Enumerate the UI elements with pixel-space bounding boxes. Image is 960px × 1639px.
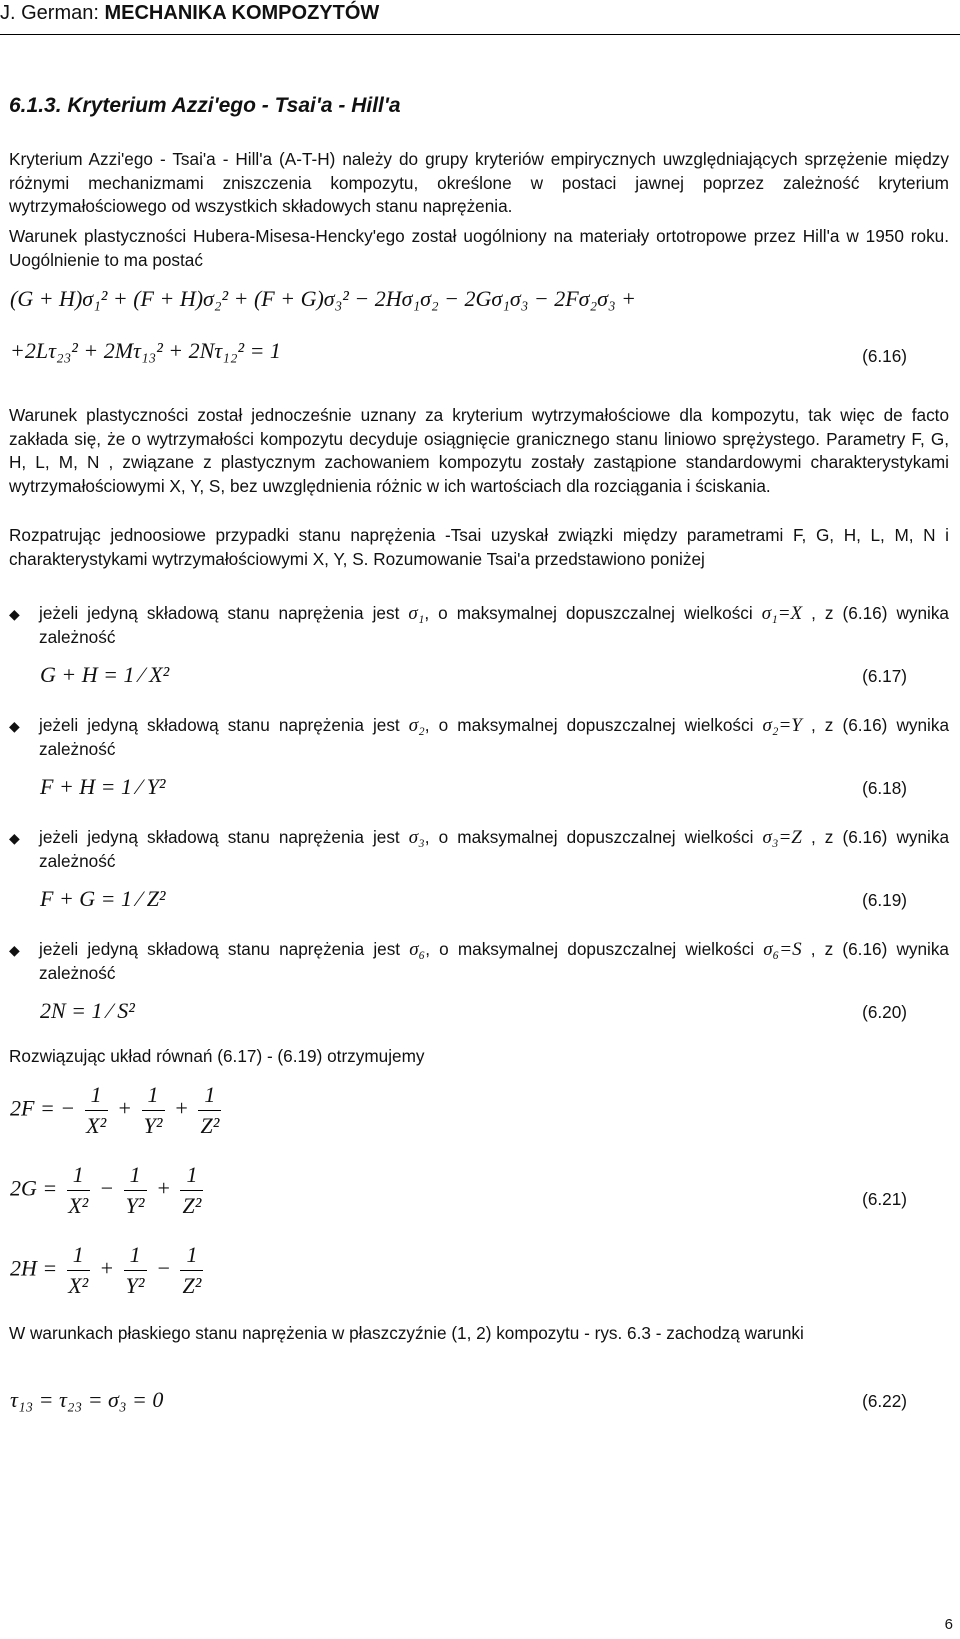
equation-619-number: (6.19) bbox=[862, 890, 907, 910]
equation-617-number: (6.17) bbox=[862, 666, 907, 686]
paragraph-solve: Rozwiązując układ równań (6.17) - (6.19) otrzymujemy bbox=[9, 1046, 425, 1066]
equation-621-row-g: 2G = $\frac{1}{\text{X²}}$ − $\frac{1}{\text{Y²}}$ + $\frac{1}{\text{Z²}}$ bbox=[10, 1160, 207, 1221]
diamond-bullet-icon: ◆ bbox=[9, 606, 20, 622]
equation-621-row-f: 2F = − $\frac{1}{\text{X²}}$ + $\frac{1}{\text{Y²}}$ + $\frac{1}{\text{Z²}}$ bbox=[10, 1080, 225, 1141]
equation-616-number: (6.16) bbox=[862, 346, 907, 366]
paragraph-criterion: Warunek plastyczności został jednocześnie uznany za kryterium wytrzymałościowe dla kompozytu, tak więc de facto zakłada się, że o wytrzymałości kompozytu decyduje osiągnięcie granicznego stanu liniowo sprężystego. Parametry F, G, H, L, M, N , związane z plastycznym zachowaniem kompozytu zostały zastąpione standardowymi charakterystykami wytrzymałościowymi X, Y, S, bez uwzględnienia różnic w ich wartościach dla rozciągania i ściskania. bbox=[9, 405, 949, 496]
bullet-text-1: jeżeli jedyną składową stanu naprężenia jest σ₁, o maksymalnej dopuszczalnej wielkości σ₁=X , z (6.16) wynika zależność bbox=[39, 603, 949, 647]
bullet-text-2: jeżeli jedyną składową stanu naprężenia jest σ₂, o maksymalnej dopuszczalnej wielkości σ₂=Y , z (6.16) wynika zależność bbox=[39, 715, 949, 759]
equation-621-number: (6.21) bbox=[862, 1189, 907, 1209]
diamond-bullet-icon: ◆ bbox=[9, 718, 20, 734]
equation-622: τ₁₃ = τ₂₃ = σ₃ = 0 bbox=[10, 1387, 164, 1412]
paragraph-plane-stress: W warunkach płaskiego stanu naprężenia w płaszczyźnie (1, 2) kompozytu - rys. 6.3 - zachodzą warunki bbox=[9, 1323, 804, 1343]
equation-619: F + G = 1 ⁄ Z² bbox=[40, 886, 166, 911]
paragraph-hill: Warunek plastyczności Hubera-Misesa-Hencky'ego został uogólniony na materiały ortotropowe przez Hill'a w 1950 roku. Uogólnienie to ma postać bbox=[9, 226, 949, 270]
equation-618: F + H = 1 ⁄ Y² bbox=[40, 774, 166, 799]
paragraph-tsai: Rozpatrując jednoosiowe przypadki stanu naprężenia -Tsai uzyskał związki między parametrami F, G, H, L, M, N i charakterystykami wytrzymałościowymi X, Y, S. Rozumowanie Tsai'a przedstawiono poniżej bbox=[9, 525, 949, 569]
section-title: 6.1.3. Kryterium Azzi'ego - Tsai'a - Hill'a bbox=[9, 94, 401, 117]
paragraph-intro: Kryterium Azzi'ego - Tsai'a - Hill'a (A-T-H) należy do grupy kryteriów empirycznych uwzględniających sprzężenie między różnymi mechanizmami zniszczenia kompozytu, określone w postaci jawnej poprzez zależność kryterium wytrzymałościowego od wszystkich składowych stanu naprężenia. bbox=[9, 149, 949, 216]
equation-616-line2: +2Lτ₂₃² + 2Mτ₁₃² + 2Nτ₁₂² = 1 bbox=[10, 338, 281, 363]
diamond-bullet-icon: ◆ bbox=[9, 942, 20, 958]
page-number: 6 bbox=[944, 1616, 953, 1633]
running-header bbox=[0, 2, 379, 25]
equation-616-line1: (G + H)σ₁² + (F + H)σ₂² + (F + G)σ₃² − 2Hσ₁σ₂ − 2Gσ₁σ₃ − 2Fσ₂σ₃ + bbox=[10, 286, 636, 311]
equation-618-number: (6.18) bbox=[862, 778, 907, 798]
header-author: J. German: bbox=[0, 2, 105, 24]
bullet-text-3: jeżeli jedyną składową stanu naprężenia jest σ₃, o maksymalnej dopuszczalnej wielkości σ₃=Z , z (6.16) wynika zależność bbox=[39, 827, 949, 871]
header-book-title: MECHANIKA KOMPOZYTÓW bbox=[104, 2, 380, 24]
equation-617: G + H = 1 ⁄ X² bbox=[40, 662, 170, 687]
equation-621-row-h: 2H = $\frac{1}{\text{X²}}$ + $\frac{1}{\text{Y²}}$ − $\frac{1}{\text{Z²}}$ bbox=[10, 1240, 207, 1301]
equation-620-number: (6.20) bbox=[862, 1002, 907, 1022]
equation-620: 2N = 1 ⁄ S² bbox=[40, 998, 135, 1023]
equation-622-number: (6.22) bbox=[862, 1391, 907, 1411]
header-rule bbox=[0, 34, 960, 35]
bullet-text-4: jeżeli jedyną składową stanu naprężenia jest σ₆, o maksymalnej dopuszczalnej wielkości σ₆=S , z (6.16) wynika zależność bbox=[39, 939, 949, 983]
diamond-bullet-icon: ◆ bbox=[9, 830, 20, 846]
